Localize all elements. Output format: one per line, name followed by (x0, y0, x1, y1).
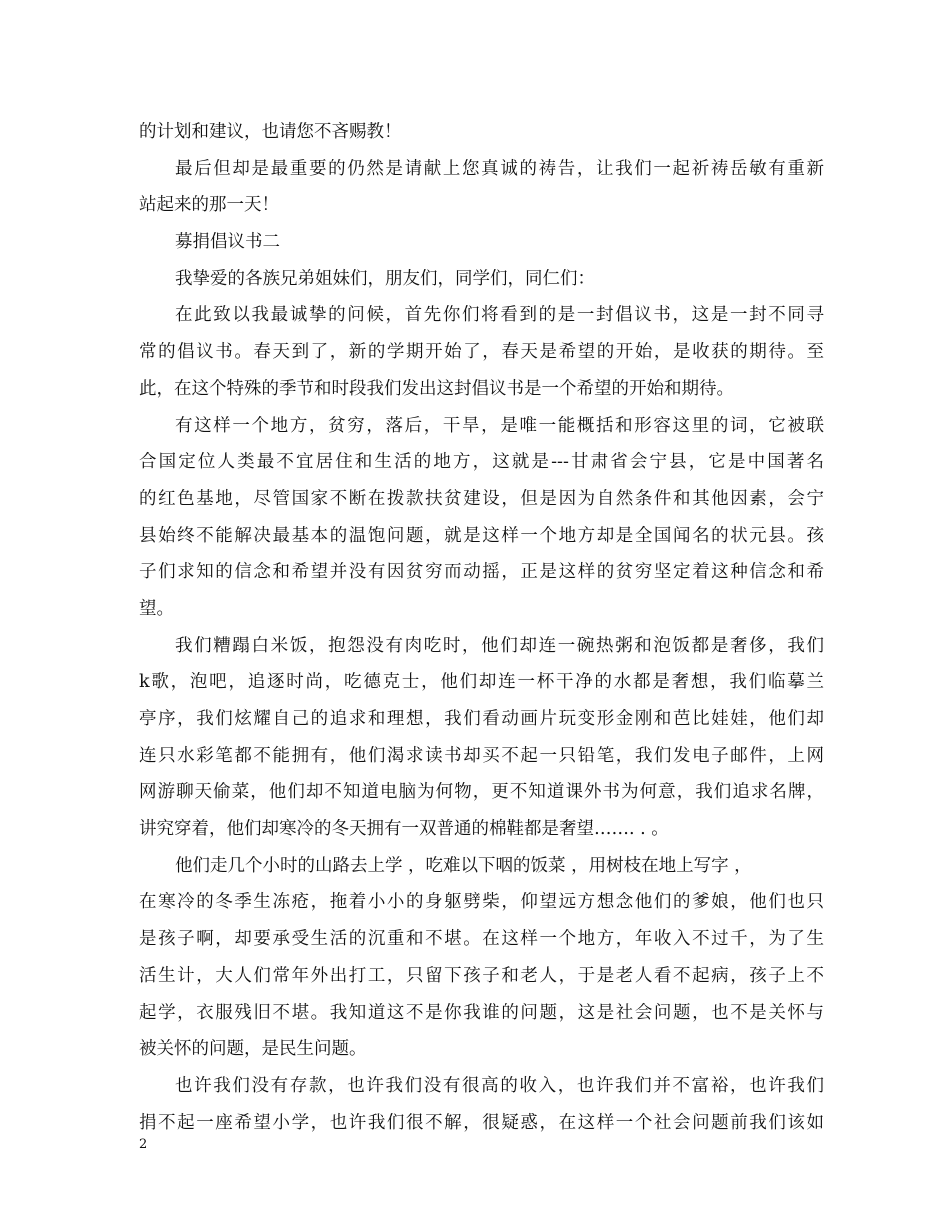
text-line: 捐不起一座希望小学，也许我们很不解，很疑惑，在这样一个社会问题前我们该如 (139, 1112, 824, 1133)
text-line: 是孩子啊，却要承受生活的沉重和不堪。在这样一个地方，年收入不过千，为了生 (139, 929, 824, 950)
text-line: 县始终不能解决最基本的温饱问题，就是这样一个地方却是全国闻名的状元县。孩 (139, 525, 824, 546)
text-line: 连只水彩笔都不能拥有，他们渴求读书却买不起一只铅笔，我们发电子邮件，上网 (139, 745, 824, 766)
text-line: 亭序，我们炫耀自己的追求和理想，我们看动画片玩变形金刚和芭比娃娃，他们却 (139, 709, 824, 729)
text-line: 有这样一个地方，贫穷，落后，干旱，是唯一能概括和形容这里的词，它被联 (175, 415, 824, 436)
salutation: 我挚爱的各族兄弟姐妹们，朋友们，同学们，同仁们： (175, 268, 595, 289)
text-line: 我们糟蹋白米饭，抱怨没有肉吃时，他们却连一碗热粥和泡饭都是奢侈，我们 (175, 635, 824, 656)
text-line: 站起来的那一天！ (139, 195, 279, 216)
text-line: 此，在这个特殊的季节和时段我们发出这封倡议书是一个希望的开始和期待。 (139, 378, 734, 399)
text-line: 的红色基地，尽管国家不断在拨款扶贫建设，但是因为自然条件和其他因素，会宁 (139, 488, 824, 509)
text-line: 在寒冷的冬季生冻疮，拖着小小的身躯劈柴，仰望远方想念他们的爹娘，他们也只 (139, 892, 824, 913)
text-line: 子们求知的信念和希望并没有因贫穷而动摇，正是这样的贫穷坚定着这种信念和希 (139, 562, 824, 583)
text-line: 的计划和建议，也请您不吝赐教！ (139, 122, 402, 142)
text-line: 活生计，大人们常年外出打工，只留下孩子和老人，于是老人看不起病，孩子上不 (139, 965, 824, 986)
text-line: 望。 (139, 598, 174, 619)
page-number: 2 (139, 1137, 148, 1152)
text-line: 最后但却是最重要的仍然是请献上您真诚的祷告，让我们一起祈祷岳敏有重新 (175, 158, 824, 179)
text-line: 讲究穿着，他们却寒冷的冬天拥有一双普通的棉鞋都是奢望……. . 。 (139, 819, 669, 840)
text-line: 常的倡议书。春天到了，新的学期开始了，春天是希望的开始，是收获的期待。至 (139, 342, 824, 363)
text-line: 被关怀的问题，是民生问题。 (139, 1039, 367, 1060)
body-text (139, 114, 824, 1141)
text-line: 也许我们没有存款，也许我们没有很高的收入，也许我们并不富裕，也许我们 (175, 1075, 824, 1096)
text-line: 网游聊天偷菜，他们却不知道电脑为何物，更不知道课外书为何意，我们追求名牌， (139, 782, 824, 803)
text-line: 在此致以我最诚挚的问候，首先你们将看到的是一封倡议书，这是一封不同寻 (175, 305, 824, 326)
section-heading: 募捐倡议书二 (175, 232, 280, 253)
text-line: 他们走几个小时的山路去上学 ，吃难以下咽的饭菜 ，用树枝在地上写字 ， (175, 855, 752, 876)
text-line: 起学，衣服残旧不堪。我知道这不是你我谁的问题，这是社会问题，也不是关怀与 (139, 1002, 824, 1023)
text-line: 合国定位人类最不宜居住和生活的地方，这就是---甘肃省会宁县，它是中国著名 (139, 452, 824, 473)
text-line: k歌，泡吧，追逐时尚，吃德克士，他们却连一杯干净的水都是奢想，我们临摹兰 (139, 672, 824, 693)
